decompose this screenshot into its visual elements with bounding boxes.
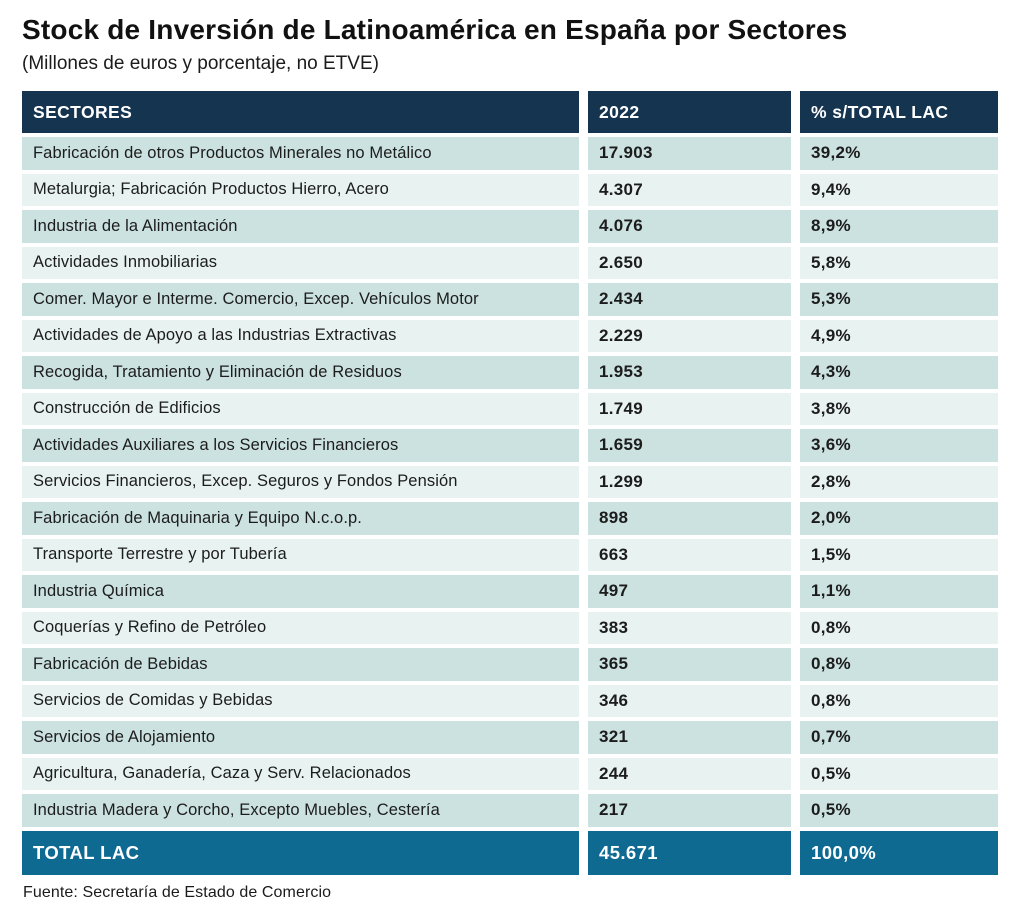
pct-cell: 3,6% — [800, 429, 998, 462]
pct-cell: 0,5% — [800, 794, 998, 827]
sector-cell: Actividades de Apoyo a las Industrias Extractivas — [22, 320, 579, 353]
value-cell: 17.903 — [588, 137, 791, 170]
sector-cell: Actividades Auxiliares a los Servicios Financieros — [22, 429, 579, 462]
pct-cell: 1,1% — [800, 575, 998, 608]
value-cell: 321 — [588, 721, 791, 754]
sector-cell: Fabricación de Bebidas — [22, 648, 579, 681]
pct-cell: 39,2% — [800, 137, 998, 170]
page-title: Stock de Inversión de Latinoamérica en España por Sectores — [22, 14, 848, 45]
sector-cell: Industria Madera y Corcho, Excepto Muebles, Cestería — [22, 794, 579, 827]
pct-cell: 0,7% — [800, 721, 998, 754]
sector-cell: Actividades Inmobiliarias — [22, 247, 579, 280]
value-cell: 497 — [588, 575, 791, 608]
value-cell: 2.229 — [588, 320, 791, 353]
pct-cell: 8,9% — [800, 210, 998, 243]
value-cell: 1.749 — [588, 393, 791, 426]
sector-cell: Construcción de Edificios — [22, 393, 579, 426]
sector-cell: Agricultura, Ganadería, Caza y Serv. Relacionados — [22, 758, 579, 791]
value-cell: 1.953 — [588, 356, 791, 389]
sector-cell: Recogida, Tratamiento y Eliminación de Residuos — [22, 356, 579, 389]
column-header-pct-total-lac: % s/TOTAL LAC — [800, 91, 998, 133]
sector-cell: Metalurgia; Fabricación Productos Hierro, Acero — [22, 174, 579, 207]
value-cell: 346 — [588, 685, 791, 718]
sector-cell: Servicios Financieros, Excep. Seguros y Fondos Pensión — [22, 466, 579, 499]
column-header-2022: 2022 — [588, 91, 791, 133]
sector-cell: Industria Química — [22, 575, 579, 608]
value-cell: 1.659 — [588, 429, 791, 462]
value-cell: 217 — [588, 794, 791, 827]
pct-cell: 2,8% — [800, 466, 998, 499]
pct-cell: 1,5% — [800, 539, 998, 572]
pct-cell: 4,3% — [800, 356, 998, 389]
value-cell: 2.434 — [588, 283, 791, 316]
value-cell: 244 — [588, 758, 791, 791]
total-pct-cell: 100,0% — [800, 831, 998, 875]
pct-cell: 0,8% — [800, 648, 998, 681]
value-cell: 898 — [588, 502, 791, 535]
pct-cell: 4,9% — [800, 320, 998, 353]
value-cell: 2.650 — [588, 247, 791, 280]
total-value-cell: 45.671 — [588, 831, 791, 875]
pct-cell: 0,5% — [800, 758, 998, 791]
sector-cell: Servicios de Alojamiento — [22, 721, 579, 754]
value-cell: 383 — [588, 612, 791, 645]
value-cell: 1.299 — [588, 466, 791, 499]
pct-cell: 5,8% — [800, 247, 998, 280]
pct-cell: 2,0% — [800, 502, 998, 535]
pct-cell: 0,8% — [800, 612, 998, 645]
sector-cell: Comer. Mayor e Interme. Comercio, Excep. Vehículos Motor — [22, 283, 579, 316]
sector-cell: Transporte Terrestre y por Tubería — [22, 539, 579, 572]
value-cell: 4.307 — [588, 174, 791, 207]
sector-cell: Industria de la Alimentación — [22, 210, 579, 243]
source-note: Fuente: Secretaría de Estado de Comercio — [23, 883, 332, 901]
value-cell: 663 — [588, 539, 791, 572]
sector-cell: Servicios de Comidas y Bebidas — [22, 685, 579, 718]
pct-cell: 9,4% — [800, 174, 998, 207]
pct-cell: 3,8% — [800, 393, 998, 426]
column-header-sectores: SECTORES — [22, 91, 579, 133]
sector-cell: Coquerías y Refino de Petróleo — [22, 612, 579, 645]
value-cell: 365 — [588, 648, 791, 681]
page-subtitle: (Millones de euros y porcentaje, no ETVE) — [22, 53, 379, 74]
total-label-cell: TOTAL LAC — [22, 831, 579, 875]
pct-cell: 5,3% — [800, 283, 998, 316]
pct-cell: 0,8% — [800, 685, 998, 718]
value-cell: 4.076 — [588, 210, 791, 243]
sectors-table — [22, 91, 998, 875]
sector-cell: Fabricación de Maquinaria y Equipo N.c.o.p. — [22, 502, 579, 535]
sector-cell: Fabricación de otros Productos Minerales no Metálico — [22, 137, 579, 170]
